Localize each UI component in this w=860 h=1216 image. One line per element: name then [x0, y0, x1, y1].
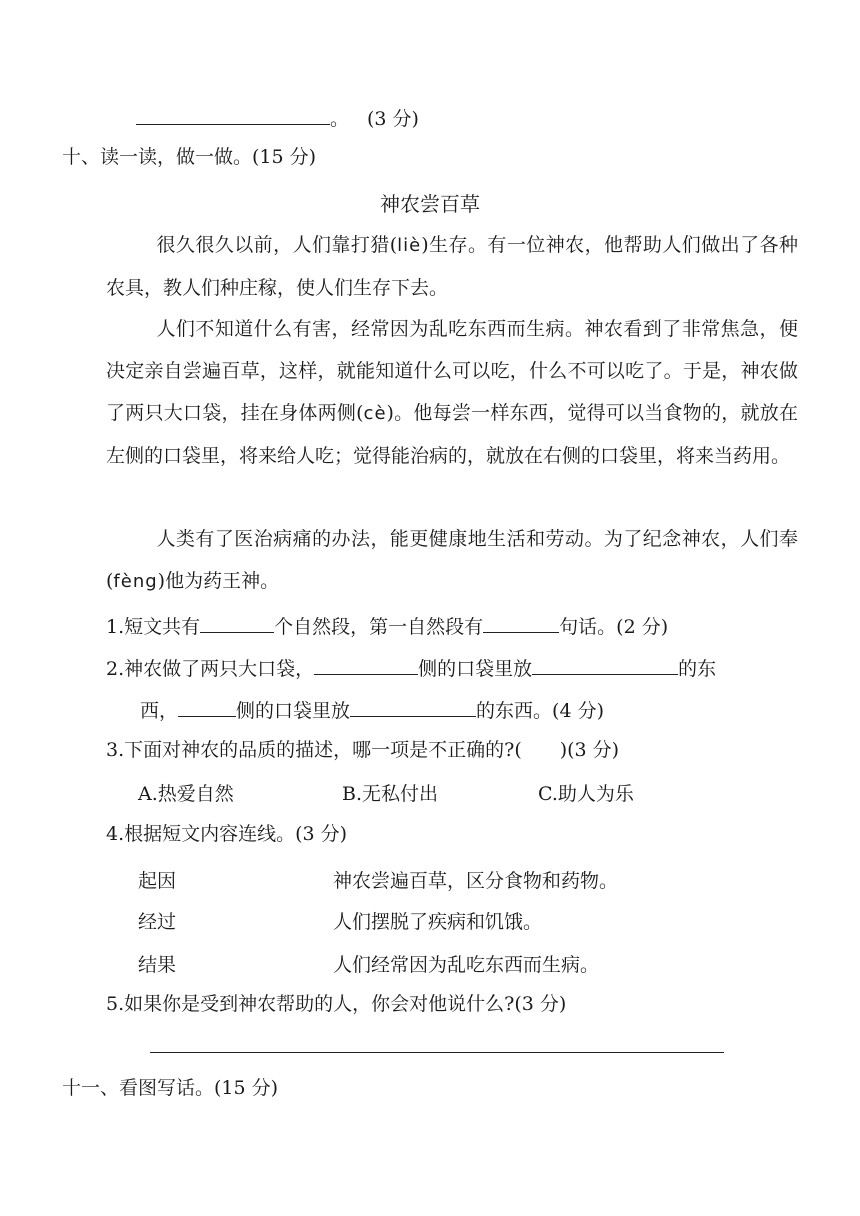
option-c[interactable]: C.助人为乐: [538, 783, 634, 805]
pinyin-annotation: cè: [363, 403, 387, 424]
answer-blank[interactable]: [483, 612, 559, 633]
question-4: 4.根据短文内容连线。(3 分): [106, 823, 348, 845]
story-paragraph-3: 人类有了医治病痛的办法，能更健康地生活和劳动。为了纪念神农，人们奉(fèng)他为药王神。: [106, 528, 798, 592]
period: 。: [330, 108, 350, 130]
question-5: 5.如果你是受到神农帮助的人，你会对他说什么?(3 分): [106, 993, 567, 1015]
option-b[interactable]: B.无私付出: [342, 783, 439, 805]
top-answer-line: [136, 104, 419, 131]
answer-blank[interactable]: [532, 654, 678, 675]
story-title: 神农尝百草: [380, 192, 480, 216]
match-left-result[interactable]: 结果: [138, 954, 177, 976]
question-1: 1.短文共有 个自然段，第一自然段有 句话。(2 分): [106, 612, 668, 639]
match-left-cause[interactable]: 起因: [138, 870, 177, 892]
answer-blank[interactable]: [136, 104, 330, 125]
match-left-process[interactable]: 经过: [138, 911, 177, 933]
pinyin-annotation: fèng: [113, 571, 158, 592]
pinyin-annotation: liè: [397, 235, 422, 256]
answer-blank[interactable]: [314, 654, 418, 675]
answer-line[interactable]: [150, 1052, 724, 1053]
story-paragraph-2: 人们不知道什么有害，经常因为乱吃东西而生病。神农看到了非常焦急，便决定亲自尝遍百草，这样，就能知道什么可以吃，什么不可以吃了。于是，神农做了两只大口袋，挂在身体两侧(cè)。他每尝一样东西，觉得可以当食物的，就放在左侧的口袋里，将来给人吃；觉得能治病的，就放在右侧的口袋里，将来当药用。: [106, 318, 798, 467]
answer-blank[interactable]: [200, 612, 274, 633]
match-right-1[interactable]: 神农尝遍百草，区分食物和药物。: [333, 870, 619, 892]
section-10-heading: 十、读一读，做一做。(15 分): [62, 146, 317, 168]
match-right-2[interactable]: 人们摆脱了疾病和饥饿。: [333, 911, 543, 933]
match-right-3[interactable]: 人们经常因为乱吃东西而生病。: [333, 954, 600, 976]
section-11-heading: 十一、看图写话。(15 分): [62, 1077, 279, 1099]
story-paragraph-1: 很久很久以前，人们靠打猎(liè)生存。有一位神农，他帮助人们做出了各种农具，教人们种庄稼，使人们生存下去。: [106, 234, 798, 299]
option-a[interactable]: A.热爱自然: [138, 783, 234, 805]
answer-blank[interactable]: [350, 696, 476, 717]
score-label: (3 分): [367, 108, 419, 130]
answer-blank[interactable]: [178, 696, 236, 717]
question-2-continued: 西， 侧的口袋里放 的东西。(4 分): [140, 696, 604, 723]
question-3: 3.下面对神农的品质的描述，哪一项是不正确的?( )(3 分): [106, 739, 620, 761]
question-2: 2.神农做了两只大口袋， 侧的口袋里放 的东: [106, 654, 716, 681]
